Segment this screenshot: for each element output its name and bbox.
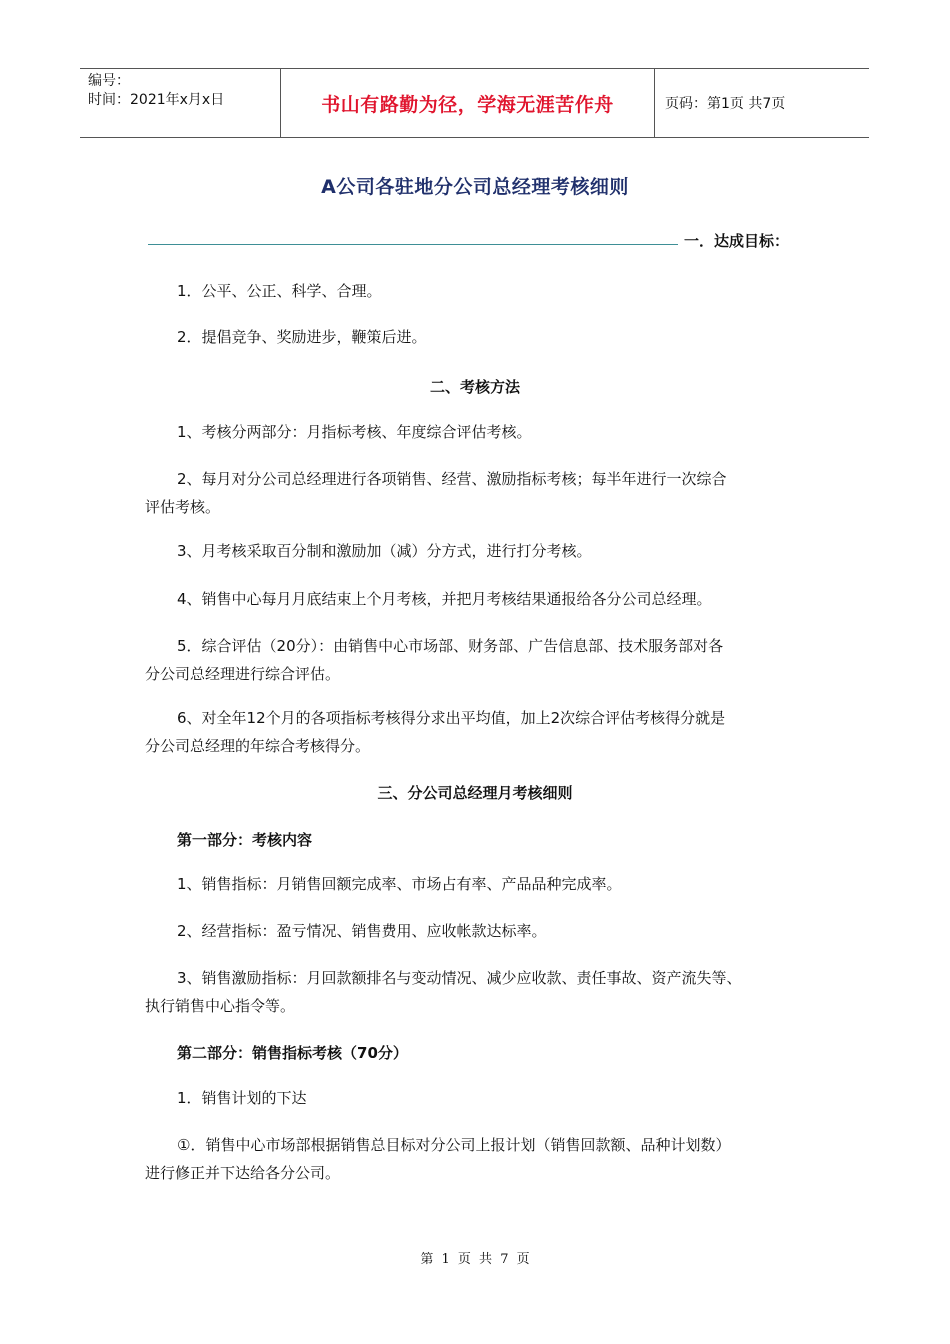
item-line-continued: 评估考核。	[145, 498, 221, 516]
motto-text: 书山有路勤为径，学海无涯苦作舟	[321, 93, 614, 116]
item-line: 6、对全年12个月的各项指标考核得分求出平均值，加上2次综合评估考核得分就是	[177, 709, 726, 727]
section-1-heading: 一．达成目标：	[684, 232, 790, 250]
part-1-item	[145, 964, 805, 1020]
item-line: 3、月考核采取百分制和激励加（减）分方式，进行打分考核。	[177, 542, 592, 560]
section-3-heading: 三、分公司总经理月考核细则	[377, 784, 573, 802]
section-2-item	[145, 418, 805, 446]
item-line: 2、经营指标：盈亏情况、销售费用、应收帐款达标率。	[177, 922, 547, 940]
item-line-continued: 分公司总经理进行综合评估。	[145, 665, 341, 683]
item-line: 5．综合评估（20分）：由销售中心市场部、财务部、广告信息部、技术服务部对各	[177, 637, 724, 655]
part-1-item	[145, 870, 805, 898]
part-2-item	[145, 1084, 805, 1112]
part-1-heading: 第一部分：考核内容	[177, 831, 313, 849]
section-2-item	[145, 465, 805, 521]
section-2-heading: 二、考核方法	[429, 378, 520, 396]
item-line: 1．销售计划的下达	[177, 1089, 307, 1107]
document-header	[80, 68, 869, 138]
part-2-heading: 第二部分：销售指标考核（70分）	[177, 1044, 408, 1062]
item-line: 3、销售激励指标：月回款额排名与变动情况、减少应收款、责任事故、资产流失等、	[177, 969, 742, 987]
item-line: 2、每月对分公司总经理进行各项销售、经营、激励指标考核；每半年进行一次综合	[177, 470, 727, 488]
item-line: 1、考核分两部分：月指标考核、年度综合评估考核。	[177, 423, 532, 441]
number-label: 编号：	[88, 73, 130, 89]
page-info: 页码：第1页 共7页	[665, 96, 786, 112]
section-2-item	[145, 537, 805, 565]
part-1-item	[145, 917, 805, 945]
item-line: 1、销售指标：月销售回额完成率、市场占有率、产品品种完成率。	[177, 875, 622, 893]
section-2-item	[145, 585, 805, 613]
page-footer: 第 1 页 共 7 页	[420, 1252, 530, 1267]
section-1-item: 2．提倡竞争、奖励进步，鞭策后进。	[177, 328, 427, 346]
section-2-item	[145, 704, 805, 760]
time-label: 时间：2021年x月x日	[88, 92, 225, 108]
document-title: A公司各驻地分公司总经理考核细则	[321, 176, 629, 198]
item-line: 4、销售中心每月月底结束上个月考核，并把月考核结果通报给各分公司总经理。	[177, 590, 712, 608]
section-2-item	[145, 632, 805, 688]
part-2-item	[145, 1131, 805, 1187]
item-line: ①．销售中心市场部根据销售总目标对分公司上报计划（销售回款额、品种计划数）	[177, 1136, 731, 1154]
item-line-continued: 分公司总经理的年综合考核得分。	[145, 737, 371, 755]
item-line-continued: 执行销售中心指令等。	[145, 997, 296, 1015]
header-meta-cell	[80, 69, 281, 137]
item-line-continued: 进行修正并下达给各分公司。	[145, 1164, 341, 1182]
header-motto-cell	[281, 69, 655, 137]
header-page-cell	[655, 69, 869, 137]
section-1-item: 1．公平、公正、科学、合理。	[177, 282, 382, 300]
heading-rule	[148, 244, 678, 245]
